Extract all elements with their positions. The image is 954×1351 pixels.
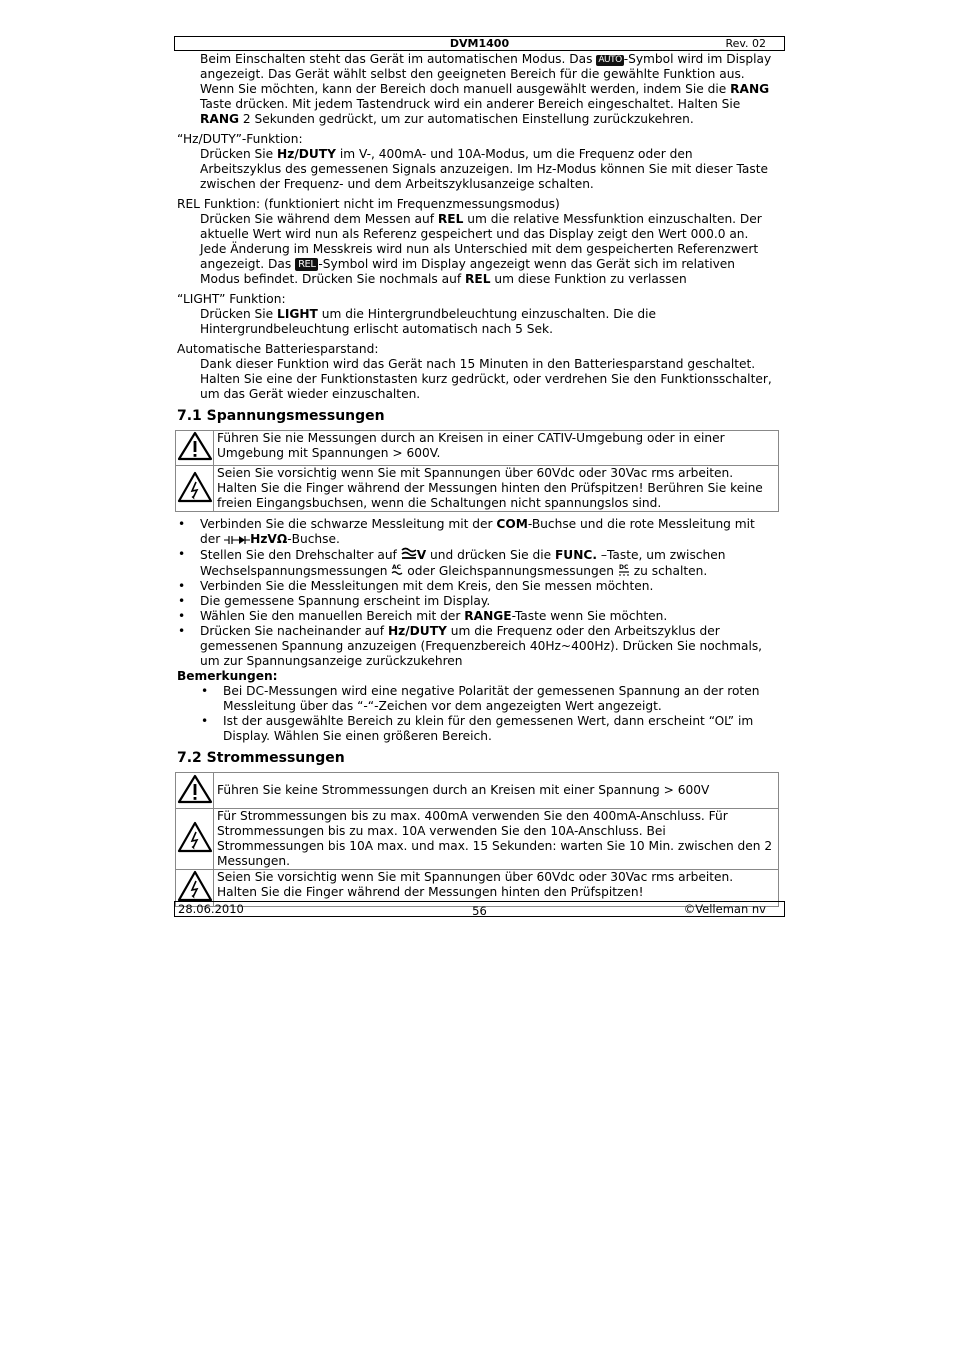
svg-text:DC: DC [618, 564, 629, 571]
com-jack: COM [496, 517, 528, 531]
list-text: -Buchse. [287, 532, 340, 546]
remarks-label: Bemerkungen: [177, 669, 278, 683]
high-voltage-icon [177, 471, 213, 503]
rel-key: REL [465, 272, 491, 286]
hz-key: Hz/DUTY [277, 147, 336, 161]
page-number: 56 [472, 904, 487, 918]
hz-title: “Hz/DUTY”-Funktion: [177, 132, 303, 146]
hz-paragraph [177, 147, 777, 192]
rel-title: REL Funktion: (funktioniert nicht im Frequenzmessungsmodus) [177, 197, 560, 211]
warning-text: Seien Sie vorsichtig wenn Sie mit Spannungen über 60Vdc oder 30Vac rms arbeiten. Halten Sie die Finger während der Messungen hinten den Prüfspitzen! [214, 870, 779, 907]
list-item [177, 547, 777, 579]
ac-dc-icon [401, 547, 417, 561]
warning-icon-cell [176, 809, 214, 870]
hz-duty-key: Hz/DUTY [387, 624, 447, 638]
list-item: • Verbinden Sie die Messleitungen mit dem Kreis, den Sie messen möchten. [177, 579, 777, 594]
intro-paragraph [177, 52, 777, 127]
rel-text: -Symbol wird im Display angezeigt wenn das Gerät sich im relativen Modus befindet. Drücken Sie nochmals auf [200, 257, 736, 286]
battery-title: Automatische Batteriesparstand: [177, 342, 379, 356]
light-title: “LIGHT” Funktion: [177, 292, 286, 306]
list-text: -Taste wenn Sie möchten. [511, 609, 668, 623]
intro-rang: RANG [200, 112, 240, 126]
warning-row [176, 773, 779, 809]
list-item [177, 517, 777, 547]
voltage-warning-table [175, 430, 779, 512]
remarks-title [177, 669, 777, 684]
warning-row [176, 809, 779, 870]
func-key: FUNC. [554, 548, 597, 562]
warning-icon-cell [176, 431, 214, 466]
list-item [177, 624, 777, 669]
list-text: und drücken Sie die [426, 548, 555, 562]
intro-text: 2 Sekunden gedrückt, um zur automatischen Einstellung zurückzukehren. [239, 112, 694, 126]
rel-text: um die relative Messfunktion einzuschalten. Der aktuelle Wert wird nun als Referenz gespeichert und das Display zeigt den Wert 000.0 an. Jede Änderung im Messkreis wird nun als Unterschied mit dem gespeicherten Referenzwert angezeigt. Das [200, 212, 762, 271]
svg-text:AC: AC [392, 564, 402, 571]
warning-triangle-icon [177, 774, 213, 804]
auto-symbol-icon: AUTO [598, 55, 622, 65]
list-item: • Ist der ausgewählte Bereich zu klein für den gemessenen Wert, dann erscheint “OL” im Display. Wählen Sie einen größeren Bereich. [200, 714, 777, 744]
list-text: Stellen Sie den Drehschalter auf [200, 548, 401, 562]
list-text: Wählen Sie den manuellen Bereich mit der [200, 609, 465, 623]
intro-text: -Symbol wird im Display angezeigt. Das Gerät wählt selbst den geeigneten Bereich für die gewählte Funktion aus. Wenn Sie möchten, kann der Bereich doch manuell ausgewählt werden, indem Sie die [200, 52, 772, 96]
rel-symbol-icon: REL [295, 258, 318, 271]
footer-date: 28.06.2010 [178, 902, 244, 916]
rel-text: Drücken Sie während dem Messen auf [200, 212, 438, 226]
warning-text: Für Strommessungen bis zu max. 400mA verwenden Sie den 400mA-Anschluss. Für Strommessungen bis zu max. 10A verwenden Sie den 10A-Anschluss. Bei Strommessungen bis 10A max. und max. 15 Sekunden: warten Sie 10 Min. zwischen den 2 Messungen. [214, 809, 779, 870]
list-text: Verbinden Sie die schwarze Messleitung mit der [200, 517, 497, 531]
light-text: Drücken Sie [200, 307, 278, 321]
warning-text: Führen Sie keine Strommessungen durch an Kreisen mit einer Spannung > 600V [214, 773, 779, 809]
header-rev: Rev. 02 [725, 37, 766, 50]
dc-icon [618, 563, 630, 577]
page-content [177, 52, 777, 907]
volt-symbol: V [416, 548, 427, 562]
intro-text: Taste drücken. Mit jedem Tastendruck wird ein anderer Bereich eingeschaltet. Halten Sie [200, 97, 741, 111]
capacitor-diode-icon [224, 535, 250, 545]
hz-text: Drücken Sie [200, 147, 278, 161]
warning-icon-cell [176, 773, 214, 809]
high-voltage-icon [177, 870, 213, 902]
range-key: RANGE [464, 609, 512, 623]
light-key: LIGHT [277, 307, 318, 321]
page-footer [174, 901, 785, 917]
footer-copyright: ©Velleman nv [683, 902, 766, 916]
list-text: Drücken Sie nacheinander auf [200, 624, 388, 638]
list-text: zu schalten. [629, 564, 708, 578]
intro-rang: RANG [730, 82, 770, 96]
warning-text: Führen Sie nie Messungen durch an Kreisen in einer CATIV-Umgebung oder in einer Umgebung mit Spannungen > 600V. [214, 431, 779, 466]
section-7-1-title: 7.1 Spannungsmessungen [177, 408, 385, 424]
warning-triangle-icon [177, 431, 213, 461]
voltage-steps-list [177, 517, 777, 669]
list-text: –Taste, um zwischen Wechselspannungsmessungen [200, 548, 726, 578]
hz-text: im V-, 400mA- und 10A-Modus, um die Frequenz oder den Arbeitszyklus des gemessenen Signals anzuzeigen. Im Hz-Modus können Sie mit dieser Taste zwischen der Frequenz- und dem Arbeitszyklusanzeige schalten. [200, 147, 769, 191]
high-voltage-icon [177, 821, 213, 853]
header-model: DVM1400 [449, 37, 510, 50]
light-paragraph [177, 307, 777, 337]
list-item: • Bei DC-Messungen wird eine negative Polarität der gemessenen Spannung an der roten Messleitung über das “-“-Zeichen vor dem angezeigten Wert angezeigt. [200, 684, 777, 714]
warning-icon-cell [176, 466, 214, 512]
list-text: oder Gleichspannungsmessungen [403, 564, 618, 578]
section-7-2-title: 7.2 Strommessungen [177, 750, 345, 766]
light-text: um die Hintergrundbeleuchtung einzuschalten. Die die Hintergrundbeleuchtung erlischt automatisch nach 5 Sek. [200, 307, 656, 336]
list-item: • Die gemessene Spannung erscheint im Display. [177, 594, 777, 609]
battery-paragraph: Dank dieser Funktion wird das Gerät nach 15 Minuten in den Batteriesparstand geschaltet. Halten Sie eine der Funktionstasten kurz gedrückt, oder verdrehen Sie den Funktionsschalter, um das Gerät wieder einzuschalten. [200, 357, 772, 401]
intro-text: Beim Einschalten steht das Gerät im automatischen Modus. Das [200, 52, 597, 66]
list-text: -Buchse und die rote Messleitung mit der [200, 517, 755, 546]
ac-icon [391, 563, 403, 577]
warning-row [176, 431, 779, 466]
remarks-list [177, 684, 777, 744]
rel-paragraph [177, 212, 777, 287]
rel-key: REL [437, 212, 464, 226]
rel-text: um diese Funktion zu verlassen [490, 272, 687, 286]
current-warning-table [175, 772, 779, 907]
warning-text: Seien Sie vorsichtig wenn Sie mit Spannungen über 60Vdc oder 30Vac rms arbeiten. Halten Sie die Finger während der Messungen hinten den Prüfspitzen! Berühren Sie keine freien Eingangsbuchsen, wenn die Schaltungen nicht spannungslos sind. [214, 466, 779, 512]
page-header [174, 36, 785, 51]
warning-row [176, 466, 779, 512]
hzv-jack: HzVΩ [250, 532, 288, 546]
list-text: um die Frequenz oder den Arbeitszyklus der gemessenen Spannung anzuzeigen (Frequenzbereich 40Hz~400Hz). Drücken Sie nochmals, um zur Spannungsanzeige zurückzukehren [200, 624, 763, 668]
list-item [177, 609, 777, 624]
